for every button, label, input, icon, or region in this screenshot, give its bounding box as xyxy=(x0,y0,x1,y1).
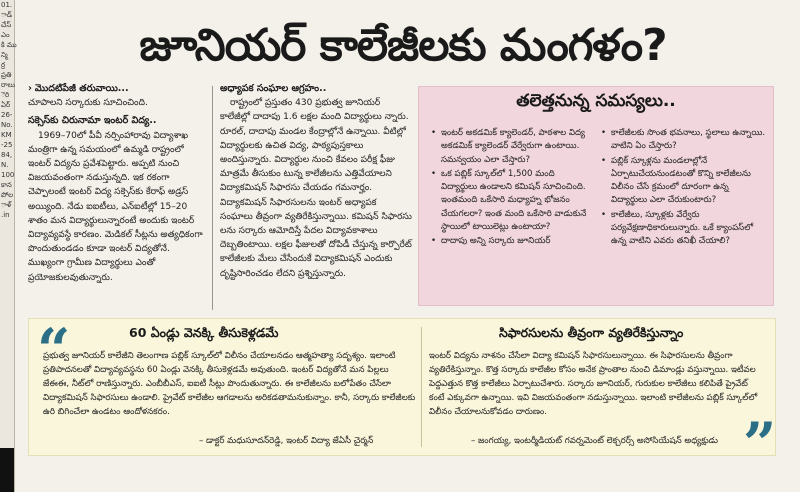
edge-fragment: ెరి xyxy=(1,91,10,99)
edge-fragment: -25 xyxy=(1,141,13,149)
column-divider xyxy=(212,86,213,310)
close-quote-icon: ” xyxy=(743,410,777,478)
edge-fragment: చేస్ xyxy=(1,21,12,29)
body-text: 1969–70లో పీవీ నర్సింహారావు విద్యాశాఖ మంత్రిగా ఉన్న సమయంలో ఉమ్మడి రాష్ట్రంలో ఇంటర్ విద్యను ప్రవేశపెట్టారు. అప్పటి నుంచి విజయవంతంగా నడుస్తున్నది. ఇక రకంగా చెప్పాలంటే ఇంటర్ విద్య సక్సెస్‌కు కేరాఫ్ అడ్రస్ అయ్యింది. నేడు ఐఐటీలు, ఎన్ఐటీల్లో 15–20 శాతం మన విద్యార్థులున్నారంటే అందుకు ఇంటర్ విద్యావ్యవస్థే కారణం. మెడికల్ సీట్లను అత్యధికంగా పొందుతుండడం కూడా ఇంటర్ విద్యతోనే. ముఖ్యంగా గ్రామీణ విద్యార్థులు ఎంతో ప్రయోజకులవుతున్నారు. xyxy=(28,130,203,283)
edge-fragment: N. xyxy=(1,161,9,169)
quote-divider xyxy=(421,327,422,447)
quote-body-right: ఇంటర్ విద్యను నాశనం చేసేలా విద్యా కమిషన్ సిఫారసులున్నాయి. ఈ సిఫారసులను తీవ్రంగా వ్యతిరేకిస్తున్నాం. కొత్త సర్కారు కాలేజీల కోసం అనేక ప్రాంతాల నుంచి డిమాండ్లు వస్తున్నాయి. ఇటీవల పెద్దఎత్తున కొత్త కాలేజీలు ఏర్పాటుచేశారు. సర్కారు జూనియర్, గురుకుల కాలేజీలు కలిపితే ప్రైవేట్ కంటే ఎక్కువగా ఉన్నాయి. ఇవి విజయవంతంగా నడుస్తున్నాయి. ఇలాంటి కాలేజీలను పబ్లిక్ స్కూల్‌లో విలీనం చేయాలనుకోవడం దారుణం. xyxy=(429,351,758,417)
lead-line: చూపాలని సర్కారుకు సూచించింది. xyxy=(28,98,148,109)
edge-fragment: పోల xyxy=(1,191,14,199)
chevron-right-icon: › xyxy=(28,83,32,94)
edge-fragment: 100 xyxy=(1,171,15,179)
edge-fragment: ాళ్ xyxy=(1,201,12,209)
list-item: • కాలేజీలకు సొంత భవనాలు, స్థలాలు ఉన్నాయి. వాటిని ఏం చేస్తారు? xyxy=(601,127,767,154)
list-item: • దాదాపు అన్ని సర్కారు జూనియర్ xyxy=(431,235,591,248)
edge-fragment: ర్ర xyxy=(1,61,6,69)
edge-fragment: ాడ్ xyxy=(1,11,13,19)
edge-fragment: 84, xyxy=(1,151,13,159)
problems-title: తలెత్తనున్న సమస్యలు.. xyxy=(516,91,676,111)
edge-fragment: కి ము xyxy=(1,41,17,49)
quote-attribution-left: – డాక్టర్ మధుసూదన్‌రెడ్డి, ఇంటర్ విద్యా జేఏసీ చైర్మన్ xyxy=(199,436,374,446)
edge-fragment: రాలు xyxy=(1,81,15,89)
list-item: • ఇంటర్ అకడమిక్ క్యాలెండర్, పాఠశాల విద్య అకడమిక్ క్యాలెండర్ వేర్వేరుగా ఉంటాయి. సమన్వయం ఎలా చేస్తారు? xyxy=(431,127,591,167)
quotes-panel xyxy=(28,316,777,478)
edge-fragment: ఎం xyxy=(1,31,10,39)
quote-title-left: 60 ఏండ్లు వెనక్కి తీసుకెళ్లడమే xyxy=(129,325,279,340)
adjacent-column-edge xyxy=(0,0,15,492)
list-item: • కాలేజీలు, స్కూళ్లకు వేర్వేరు పర్యవేక్షణాధికారులున్నారు. ఒకే క్యాంపస్‌లో ఉన్న వాటిని ఎవరు తనిఖీ చేయాలి? xyxy=(601,209,767,249)
list-item: • ఒక పబ్లిక్ స్కూల్‌లో 1,500 మంది విద్యార్థులు ఉండాలని కమిషన్ సూచించింది. ఇంతమంది ఒకేసారి మధ్యాహ్న భోజనం చేయగలరా? ఇంత మంది ఒకేసారి వాడుకునే స్థాయిలో టాయిలెట్లు ఉంటాయా? xyxy=(431,168,591,234)
article-column-1 xyxy=(28,82,206,285)
open-quote-icon: “ xyxy=(37,316,71,384)
edge-fragment: .in xyxy=(1,211,10,219)
edge-fragment: 26- xyxy=(1,111,13,119)
continuation-kicker xyxy=(28,82,206,96)
edge-fragment: కాన xyxy=(1,181,12,189)
subhead: సక్సెస్‌కు చిరునామా ఇంటర్ విద్య.. xyxy=(28,115,157,127)
quote-attribution-right: – జంగయ్య, ఇంటర్మీడియట్ గవర్నమెంట్ లెక్చరర్స్ అసోసియేషన్ అధ్యక్షుడు xyxy=(471,436,718,446)
edge-fragment: న్మి xyxy=(1,51,8,59)
list-item: • పబ్లిక్ స్కూళ్లను మండలాల్లోనే ఏర్పాటుచేయనుండటంతో కొన్ని కాలేజీలను విలీనం చేసే క్రమంలో దూరంగా ఉన్న విద్యార్థులు ఎలా చేరుకుంటారు? xyxy=(601,155,767,208)
edge-dark-block xyxy=(0,448,14,492)
edge-fragment: ప్రతి xyxy=(1,71,12,79)
article-column-2 xyxy=(220,82,412,281)
kicker-text: మొదటిపేజీ తరువాయి... xyxy=(34,83,129,94)
subhead: అధ్యాపక సంఘాల ఆగ్రహం.. xyxy=(220,83,327,94)
edge-fragment: No. xyxy=(1,121,13,129)
edge-fragment: 01. xyxy=(1,1,13,9)
edge-fragment: KM xyxy=(1,131,12,139)
problems-list-left xyxy=(431,127,591,250)
problems-list-right xyxy=(601,127,767,250)
edge-fragment: ఏర్ xyxy=(1,101,11,109)
quote-title-right: సిఫారసులను తీవ్రంగా వ్యతిరేకిస్తున్నాం xyxy=(499,325,684,340)
problems-box xyxy=(418,86,774,306)
quote-body-left: ప్రభుత్వ జూనియర్ కాలేజీని తెలంగాణ పబ్లిక్ స్కూల్‌లో విలీనం చేయాలనడం ఆత్మహత్యా సదృశ్యం. ఇలాంటి ప్రతిపాదనలతో విద్యావ్యవస్థను 60 ఏండ్లు వెనక్కి తీసుకెళ్లడమే అవుతుంది. ఇంటర్ విద్యతోనే మన పిల్లలు జేఈఈ, నీట్‌లో రాణిస్తున్నారు. ఎంబీబీఎస్, ఐఐటీ సీట్లు పొందుతున్నారు. ఈ కాలేజీలను బలోపేతం చేసేలా విద్యాకమిషన్ సిఫారసులు ఉండాలి. ప్రైవేట్ కాలేజీల ఆగడాలను అరికడతామనుకున్నాం. కానీ, సర్కారు కాలేజీలకు ఉరి బిగించేలా ఉండటం ఆందోళనకరం. xyxy=(43,351,416,417)
body-text: రాష్ట్రంలో ప్రస్తుతం 430 ప్రభుత్వ జూనియర్ కాలేజీల్లో దాదాపు 1.6 లక్షల మంది విద్యార్థులు న్నారు. రూరల్, దాదాపు మండల కేంద్రాల్లోనే ఉన్నాయి. వీటిల్లో విద్యార్థులకు ఉచిత విద్య, పాఠ్యపుస్తకాలు అందిస్తున్నారు. విద్యార్థుల నుంచి కేవలం పరీక్ష ఫీజు మాత్రమే తీసుకుం టున్న కాలేజీలను ఎత్తివేయాలని విద్యాకమిషన్ సిఫారసు చేయడం గమనార్హం. విద్యాకమిషన్ సిఫారసులను ఇంటర్ అధ్యాపక సంఘాలు తీవ్రంగా వ్యతిరేకిస్తున్నాయి. కమిషన్ సిఫారసు లను సర్కారు ఆమోదిస్తే పేదల విద్యావకాశాలు దెబ్బతింటాయి. లక్షల ఫీజులతో దోపిడీ చేస్తున్న కార్పొరేట్ కాలేజీలకు మేలు చేసేందుకే విద్యాకమిషన్ ఎందుకు దృష్టిసారించడం లేదని ప్రశ్నిస్తున్నారు. xyxy=(220,98,412,279)
headline: జూనియర్ కాలేజీలకు మంగళం? xyxy=(139,20,667,71)
